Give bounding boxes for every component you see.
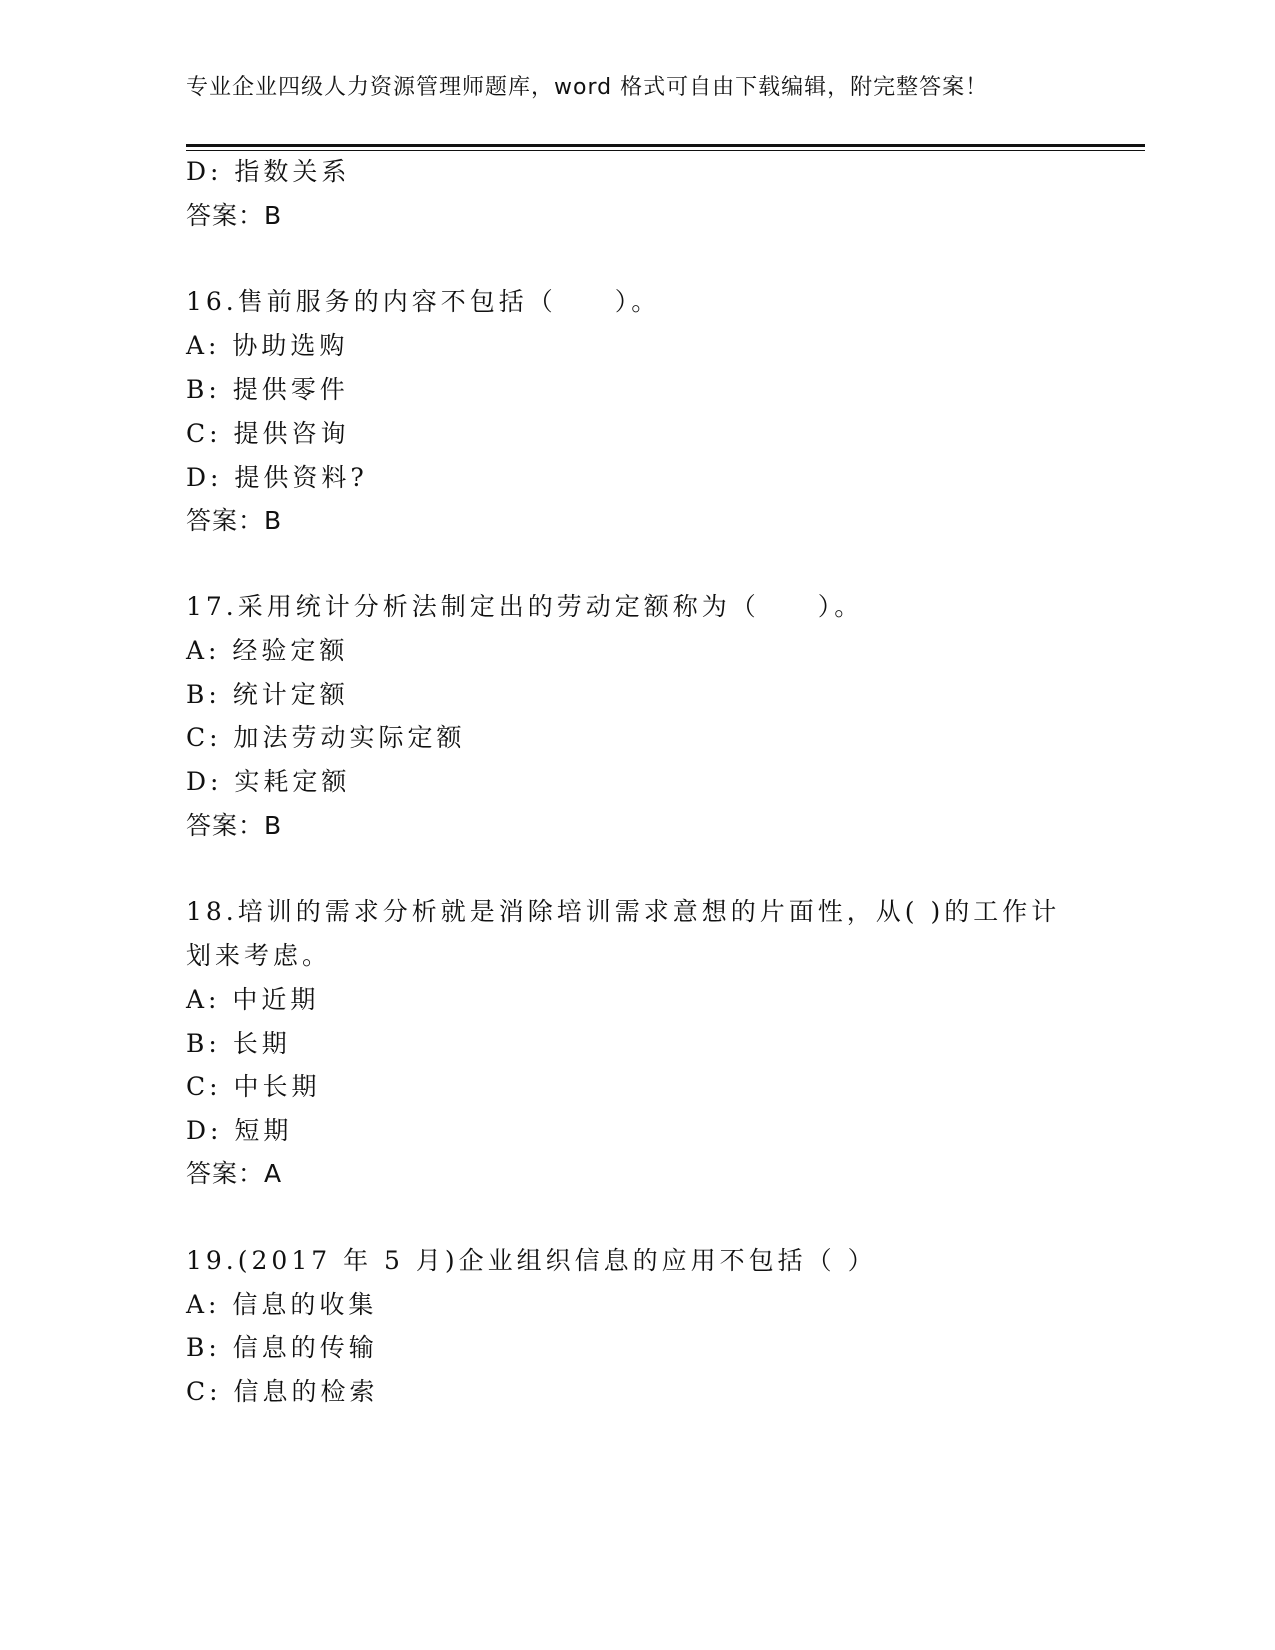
page-header: 专业企业四级人力资源管理师题库，word 格式可自由下载编辑，附完整答案！ (186, 75, 989, 100)
q18-option-a: A: 中近期 (186, 985, 320, 1014)
q19-option-c: C: 信息的检索 (186, 1377, 379, 1406)
q17-question: 17.采用统计分析法制定出的劳动定额称为（ ）。 (186, 592, 864, 621)
q17-answer: 答案：B (186, 811, 283, 840)
q17-option-b: B: 统计定额 (186, 680, 349, 709)
prev-option-d: D: 指数关系 (186, 157, 351, 186)
q16-option-a: A: 协助选购 (186, 331, 349, 360)
q16-option-d: D: 提供资料? (186, 463, 368, 492)
q17-option-c: C: 加法劳动实际定额 (186, 723, 466, 752)
header-rule-thick (186, 144, 1145, 147)
header-rule-thin (186, 150, 1145, 151)
q18-option-d: D: 短期 (186, 1116, 293, 1145)
q18-option-b: B: 长期 (186, 1029, 291, 1058)
q16-question: 16.售前服务的内容不包括（ ）。 (186, 287, 661, 316)
q17-option-d: D: 实耗定额 (186, 767, 351, 796)
q18-answer: 答案：A (186, 1159, 283, 1188)
q18-question-line1: 18.培训的需求分析就是消除培训需求意想的片面性，从( )的工作计 (186, 897, 1061, 926)
q18-question-line2: 划来考虑。 (186, 941, 332, 970)
q18-option-c: C: 中长期 (186, 1072, 321, 1101)
prev-answer: 答案：B (186, 201, 283, 230)
q19-question: 19.(2017 年 5 月)企业组织信息的应用不包括（ ） (186, 1246, 877, 1275)
q17-option-a: A: 经验定额 (186, 636, 349, 665)
q19-option-a: A: 信息的收集 (186, 1290, 378, 1319)
q16-option-b: B: 提供零件 (186, 375, 349, 404)
q16-answer: 答案：B (186, 506, 283, 535)
q16-option-c: C: 提供咨询 (186, 419, 350, 448)
q19-option-b: B: 信息的传输 (186, 1333, 378, 1362)
